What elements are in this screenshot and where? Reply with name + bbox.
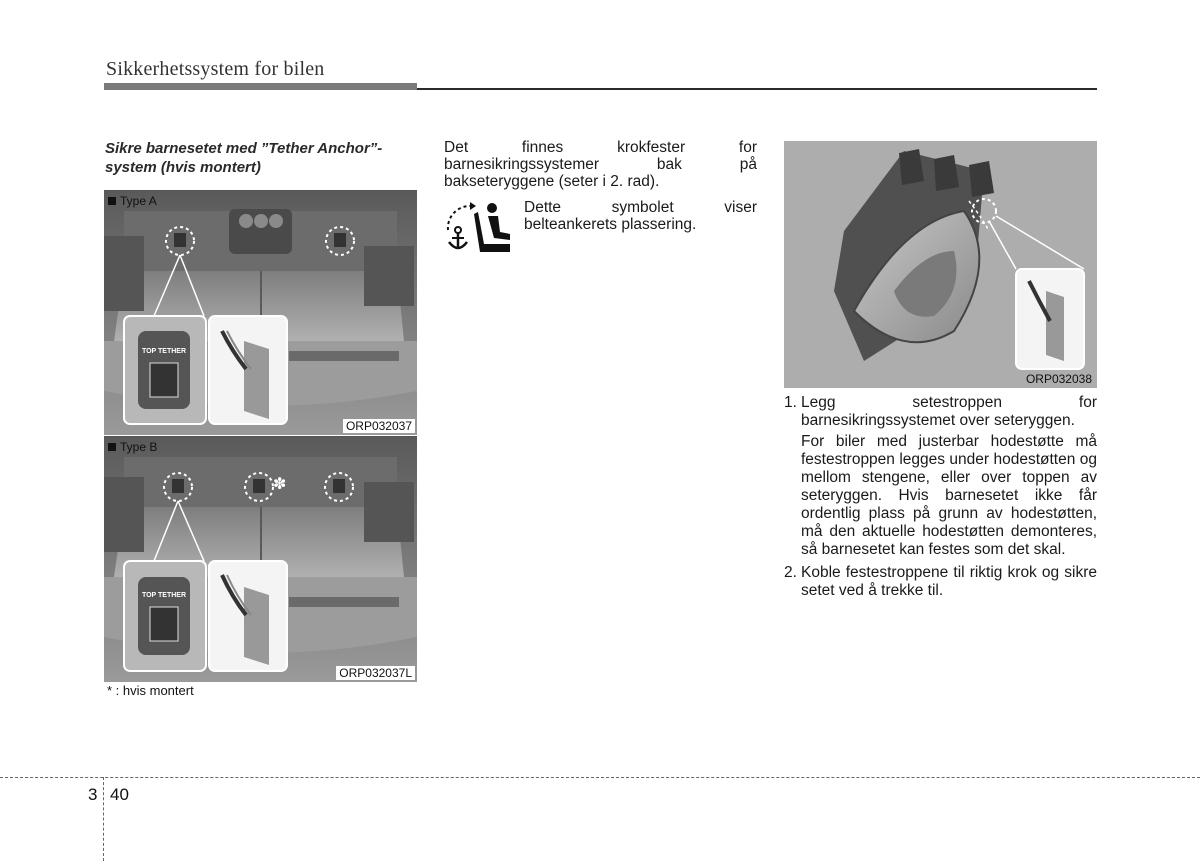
child-seat-illustration: [784, 141, 1097, 388]
page-header-title: Sikkerhetssystem for bilen: [106, 58, 325, 80]
figure-caption-seat: ORP032038: [1025, 372, 1092, 386]
tether-badge-text: TOP TETHER: [141, 348, 187, 355]
footnote: * : hvis montert: [107, 683, 194, 698]
chapter-number: 3: [88, 785, 98, 804]
footer-divider: [103, 777, 104, 861]
figure-seat: [784, 141, 1097, 388]
step-subtext: For biler med justerbar hodestøtte må festestroppen legges under hodestøtten og mellom stengene, eller over toppen av seteryggen. Hvis barnesetet ikke får ordentlig plass på grunn av hodestøtten, må den aktuelle hodestøtten demonteres, så barnesetet kan festes som det skal.: [801, 433, 1097, 558]
page-number: 40: [110, 785, 129, 804]
cargo-area-illustration: [104, 437, 417, 682]
figure-caption-type-b: ORP032037L: [336, 666, 415, 680]
intro-paragraph: Det finnes krokfester for barnesikringssystemer bak på bakseteryggene (seter i 2. rad).: [444, 139, 757, 190]
figure-type-a: [104, 190, 417, 435]
symbol-description: Dette symbolet viser belteankerets plassering.: [524, 199, 757, 233]
tether-badge-text: TOP TETHER: [141, 592, 187, 599]
instruction-steps: [784, 394, 1097, 605]
header-rule-thick: [104, 83, 417, 90]
optional-star-icon: ✽: [273, 474, 287, 493]
step-number: 2.: [784, 564, 797, 581]
section-title: Sikre barnesetet med ”Tether Anchor”-system (hvis montert): [105, 140, 383, 176]
cargo-area-illustration: [104, 191, 417, 435]
type-a-label: Type A: [108, 194, 157, 208]
tether-anchor-symbol-icon: [444, 200, 518, 254]
step-item: [784, 564, 1097, 600]
figure-caption-type-a: ORP032037: [343, 419, 415, 433]
figure-type-b: [104, 436, 417, 682]
header-rule-thin: [417, 88, 1097, 90]
type-b-label: Type B: [108, 440, 157, 454]
step-text: Koble festestroppene til riktig krok og sikre setet ved å trekke til.: [801, 564, 1097, 599]
step-item: [784, 394, 1097, 559]
step-text: Legg setestroppen for barnesikringssystemet over seteryggen.: [801, 394, 1097, 429]
footer-rule: [0, 777, 1200, 778]
step-number: 1.: [784, 394, 797, 411]
